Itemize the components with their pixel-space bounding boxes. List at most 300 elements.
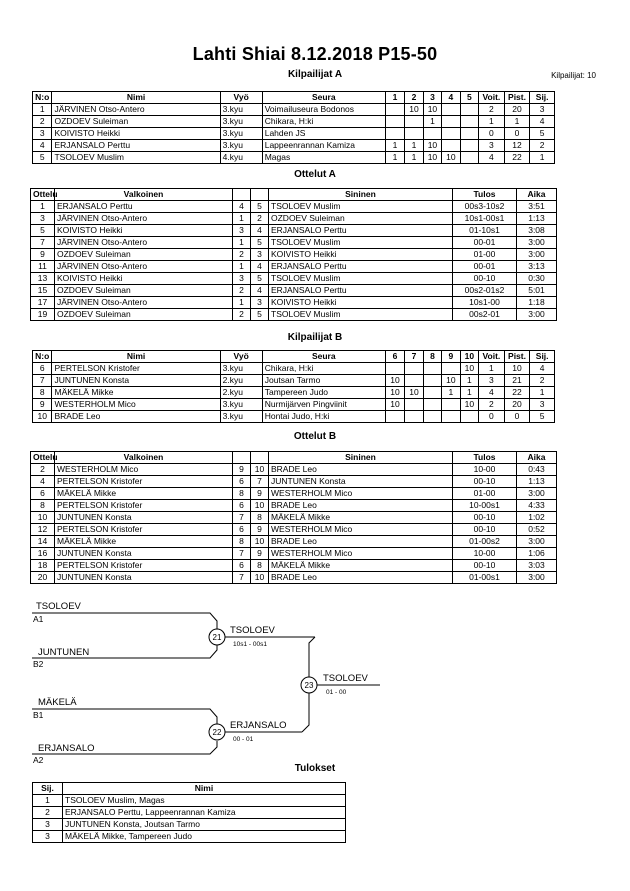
table-cell: 16 [31,548,55,560]
table-row [33,819,346,831]
table-cell: 10 [423,104,441,116]
table-cell: 12 [31,524,55,536]
table-cell: 00-01 [453,237,517,249]
table-cell: 0:43 [517,464,557,476]
table-cell: 0:30 [517,273,557,285]
table-cell [442,140,460,152]
table-cell: 4 [251,225,269,237]
table-cell: JÄRVINEN Otso-Antero [52,104,220,116]
table-cell: 2 [251,213,269,225]
table-cell: 3.kyu [220,411,262,423]
table-cell [460,152,478,164]
table-cell: 20 [31,572,55,584]
table-cell [385,363,404,375]
column-header: Vyö [220,351,262,363]
table-cell: 3 [33,819,63,831]
table-cell: Chikara, H:ki [262,363,385,375]
table-cell: 3:00 [517,488,557,500]
table-cell: 10s1-00 [453,297,517,309]
column-header: Seura [262,92,385,104]
table-cell: 3 [233,273,251,285]
table-header-row [31,452,557,464]
table-cell: TSOLOEV Muslim [269,237,453,249]
table-cell: TSOLOEV Muslim [269,309,453,321]
table-cell: BRADE Leo [52,411,220,423]
table-cell: 10-00 [453,548,517,560]
table-cell: JUNTUNEN Konsta [55,548,233,560]
table-cell: 7 [233,512,251,524]
column-header: 3 [423,92,441,104]
table-cell: 18 [31,560,55,572]
table-cell: TSOLOEV Muslim [269,273,453,285]
table-cell: 10 [251,500,269,512]
table-cell: 00-10 [453,524,517,536]
table-row [31,572,557,584]
table-cell [442,363,460,375]
table-cell: 4:33 [517,500,557,512]
table-cell: 5 [33,152,52,164]
column-header [233,452,251,464]
table-cell: KOIVISTO Heikki [55,225,233,237]
table-row [31,464,557,476]
table-cell [385,128,404,140]
table-cell: 1 [233,213,251,225]
table-cell: Tampereen Judo [262,387,385,399]
table-header-row [31,189,557,201]
table-cell: 10 [504,363,530,375]
semi1-top-name: TSOLOEV [36,601,81,612]
column-header: Ottelu [31,452,55,464]
table-cell: 10 [423,140,441,152]
table-row [31,548,557,560]
table-cell: 1 [504,116,530,128]
semi2-bottom-name: ERJANSALO [38,743,95,754]
semi2-top-seed: B1 [33,710,44,720]
table-cell: 7 [233,548,251,560]
table-cell: OZDOEV Suleiman [55,309,233,321]
table-cell [385,116,404,128]
table-cell [423,399,441,411]
table-cell: 6 [233,500,251,512]
column-header: Sininen [269,452,453,464]
table-cell: 3.kyu [220,363,262,375]
table-cell: 1:18 [517,297,557,309]
matches-b-heading: Ottelut B [293,431,337,442]
table-row [31,309,557,321]
column-header: Tulos [453,452,517,464]
table-cell: 3:00 [517,536,557,548]
table-cell: 5 [530,128,555,140]
table-cell: WESTERHOLM Mico [269,524,453,536]
table-cell: 00-10 [453,476,517,488]
table-cell: 3:00 [517,309,557,321]
table-cell: MÄKELÄ Mikke [55,536,233,548]
table-cell: 13 [31,273,55,285]
table-cell: OZDOEV Suleiman [55,285,233,297]
table-cell: 6 [233,524,251,536]
table-row [31,201,557,213]
table-cell: 1:02 [517,512,557,524]
column-header: 2 [405,92,423,104]
table-cell: 3 [530,104,555,116]
column-header [251,452,269,464]
table-row [33,795,346,807]
table-cell: 6 [233,560,251,572]
table-row [33,363,555,375]
table-cell: 3 [479,140,505,152]
column-header: Nimi [52,351,220,363]
table-cell [460,104,478,116]
table-cell: 3 [33,831,63,843]
table-cell: 3:08 [517,225,557,237]
table-cell: 10 [251,536,269,548]
table-cell: WESTERHOLM Mico [52,399,220,411]
table-cell: 9 [251,488,269,500]
table-cell [423,411,441,423]
table-cell: 1 [33,104,52,116]
table-cell: 10 [385,375,404,387]
table-cell: 15 [31,285,55,297]
table-cell: 5 [251,309,269,321]
results-table [32,782,346,843]
table-cell [405,116,423,128]
table-cell: 1 [33,795,63,807]
column-header: Tulos [453,189,517,201]
table-cell: TSOLOEV Muslim [52,152,220,164]
table-row [31,536,557,548]
column-header: Valkoinen [55,189,233,201]
table-cell: BRADE Leo [269,536,453,548]
table-cell: 2 [530,140,555,152]
table-cell: 00-01 [453,261,517,273]
table-row [33,104,555,116]
table-cell: WESTERHOLM Mico [269,548,453,560]
table-cell: 01-00 [453,488,517,500]
table-row [31,476,557,488]
table-cell: ERJANSALO Perttu [269,261,453,273]
table-row [31,273,557,285]
table-row [31,560,557,572]
semi1-top-seed: A1 [33,614,44,624]
table-cell: 3.kyu [220,399,262,411]
column-header: Valkoinen [55,452,233,464]
table-cell: 10 [442,375,460,387]
table-cell: 3 [251,297,269,309]
column-header: 4 [442,92,460,104]
table-cell: 7 [31,237,55,249]
table-row [31,285,557,297]
column-header: Aika [517,189,557,201]
table-cell: PERTELSON Kristofer [55,500,233,512]
table-cell: ERJANSALO Perttu, Lappeenrannan Kamiza [63,807,346,819]
table-row [33,807,346,819]
table-cell [460,411,478,423]
table-cell: 3 [33,128,52,140]
table-cell: JÄRVINEN Otso-Antero [55,261,233,273]
table-cell: 10 [385,399,404,411]
table-cell [442,399,460,411]
table-cell: 7 [233,572,251,584]
matches-b-table [30,451,557,584]
table-row [31,297,557,309]
table-cell: ERJANSALO Perttu [269,225,453,237]
table-cell [442,104,460,116]
table-cell: 1 [233,237,251,249]
table-row [33,387,555,399]
table-cell: 8 [33,387,52,399]
table-row [31,261,557,273]
match-21-number: 21 [212,633,222,642]
table-cell: OZDOEV Suleiman [55,249,233,261]
table-cell [385,104,404,116]
table-cell: 10 [251,572,269,584]
table-cell: KOIVISTO Heikki [269,297,453,309]
table-cell: 1:13 [517,476,557,488]
table-cell: WESTERHOLM Mico [269,488,453,500]
table-cell: 10-00s1 [453,500,517,512]
group-b-table [32,350,555,423]
semi1-winner: TSOLOEV [230,625,275,636]
column-header: 7 [405,351,423,363]
table-cell: 1 [31,201,55,213]
table-cell: 4 [251,261,269,273]
competitor-count: Kilpailijat: 10 [551,71,596,80]
group-a-table [32,91,555,164]
table-cell [423,387,441,399]
table-cell: 00s2-01 [453,309,517,321]
table-cell: 1 [423,116,441,128]
table-cell [405,128,423,140]
table-cell: 01-10s1 [453,225,517,237]
table-cell: 1 [385,140,404,152]
table-cell: 6 [33,363,52,375]
table-cell: 22 [504,152,530,164]
table-cell: PERTELSON Kristofer [52,363,220,375]
column-header: Pist. [504,351,530,363]
table-cell: JUNTUNEN Konsta [55,512,233,524]
table-cell: 4 [479,152,505,164]
table-cell: 01-00s1 [453,572,517,584]
table-cell: MÄKELÄ Mikke, Tampereen Judo [63,831,346,843]
table-row [33,140,555,152]
table-row [33,831,346,843]
table-cell: 10 [33,411,52,423]
table-cell: 10-00 [453,464,517,476]
table-cell [405,411,423,423]
table-cell: 4 [233,201,251,213]
table-cell: 3 [233,225,251,237]
table-cell: 0:52 [517,524,557,536]
table-cell: Voimailuseura Bodonos [262,104,385,116]
table-row [33,152,555,164]
table-cell: OZDOEV Suleiman [52,116,220,128]
table-cell: 2 [31,464,55,476]
table-cell: 10 [405,104,423,116]
table-cell: 1 [405,152,423,164]
table-cell: WESTERHOLM Mico [55,464,233,476]
table-cell: 8 [251,560,269,572]
table-cell: 3 [530,399,555,411]
table-cell: 0 [504,411,530,423]
table-cell: 10 [385,387,404,399]
column-header: Pist. [504,92,530,104]
page-title: Lahti Shiai 8.12.2018 P15-50 [192,44,438,64]
table-row [33,399,555,411]
table-row [31,213,557,225]
table-cell: 00s3-10s2 [453,201,517,213]
table-cell: 10 [251,464,269,476]
table-cell: JUNTUNEN Konsta [55,572,233,584]
column-header: Aika [517,452,557,464]
matches-a-table [30,188,557,321]
results-heading: Tulokset [294,763,336,774]
table-cell [385,411,404,423]
table-cell: 3:00 [517,237,557,249]
table-cell: 3.kyu [220,128,262,140]
table-cell: 2 [233,285,251,297]
table-cell: BRADE Leo [269,500,453,512]
semi1-bottom-seed: B2 [33,659,44,669]
table-cell: 01-00 [453,249,517,261]
table-cell: MÄKELÄ Mikke [52,387,220,399]
table-cell: BRADE Leo [269,572,453,584]
table-cell: 5 [530,411,555,423]
table-cell: KOIVISTO Heikki [269,249,453,261]
column-header: 1 [385,92,404,104]
table-cell: 10 [31,512,55,524]
table-cell [423,363,441,375]
table-cell: JUNTUNEN Konsta [52,375,220,387]
table-cell: 10 [460,363,478,375]
table-cell: 8 [251,512,269,524]
table-cell [460,140,478,152]
table-cell: 9 [31,249,55,261]
table-cell: 9 [251,524,269,536]
table-cell [423,128,441,140]
table-cell: 10 [460,399,478,411]
table-cell: JÄRVINEN Otso-Antero [55,213,233,225]
match-23-number: 23 [304,681,314,690]
semi2-winner: ERJANSALO [230,720,287,731]
table-cell: 2 [530,375,555,387]
table-cell: 00-10 [453,512,517,524]
table-cell: MÄKELÄ Mikke [55,488,233,500]
table-cell [460,128,478,140]
table-cell: 3.kyu [220,104,262,116]
table-row [33,116,555,128]
group-a-heading: Kilpailijat A [287,69,343,80]
column-header: Nimi [63,783,346,795]
table-cell: 19 [31,309,55,321]
table-cell [442,128,460,140]
table-cell: 20 [504,104,530,116]
table-cell: 12 [504,140,530,152]
table-cell: 2 [233,249,251,261]
table-cell: 2 [233,309,251,321]
table-cell: 5 [251,201,269,213]
table-cell: PERTELSON Kristofer [55,476,233,488]
table-cell: 2.kyu [220,387,262,399]
match-22-number: 22 [212,728,222,737]
table-row [33,375,555,387]
table-cell: 3:03 [517,560,557,572]
table-cell: ERJANSALO Perttu [52,140,220,152]
table-cell: Hontai Judo, H:ki [262,411,385,423]
table-cell: Magas [262,152,385,164]
table-row [31,524,557,536]
matches-a-heading: Ottelut A [294,169,336,180]
final-score: 01 - 00 [326,689,347,696]
table-cell: 5 [251,273,269,285]
table-cell: 1 [385,152,404,164]
table-cell: TSOLOEV Muslim, Magas [63,795,346,807]
table-cell: Chikara, H:ki [262,116,385,128]
table-cell: 5 [31,225,55,237]
table-cell: 1 [479,116,505,128]
table-cell: 4 [251,285,269,297]
table-cell: Joutsan Tarmo [262,375,385,387]
table-cell [405,363,423,375]
table-cell: 1 [460,387,478,399]
table-cell: JÄRVINEN Otso-Antero [55,297,233,309]
table-cell: JÄRVINEN Otso-Antero [55,237,233,249]
column-header: Nimi [52,92,220,104]
table-cell: 2.kyu [220,375,262,387]
elimination-bracket [0,595,630,770]
column-header: Seura [262,351,385,363]
table-cell: 0 [504,128,530,140]
table-cell: 1 [233,261,251,273]
table-row [31,237,557,249]
table-cell: 3:00 [517,572,557,584]
column-header [233,189,251,201]
table-cell: 2 [479,399,505,411]
table-cell: 00s2-01s2 [453,285,517,297]
table-header-row [33,92,555,104]
table-cell: 20 [504,399,530,411]
table-cell: 00-10 [453,560,517,572]
table-cell: 21 [504,375,530,387]
table-cell: 3.kyu [220,140,262,152]
column-header: Sij. [33,783,63,795]
table-cell [442,116,460,128]
column-header: 5 [460,92,478,104]
table-cell [423,375,441,387]
column-header: 8 [423,351,441,363]
table-cell: 4 [31,476,55,488]
table-cell: 4 [530,363,555,375]
table-cell: 0 [479,411,505,423]
column-header: 6 [385,351,404,363]
table-cell: PERTELSON Kristofer [55,560,233,572]
column-header: 10 [460,351,478,363]
table-cell: OZDOEV Suleiman [269,213,453,225]
table-row [33,128,555,140]
table-cell: 10s1-00s1 [453,213,517,225]
table-cell: Nurmijärven Pingviinit [262,399,385,411]
column-header: Ottelu [31,189,55,201]
table-cell: 2 [479,104,505,116]
table-cell: 6 [233,476,251,488]
table-cell: 4 [530,116,555,128]
table-cell: MÄKELÄ Mikke [269,512,453,524]
table-cell [405,399,423,411]
table-header-row [33,783,346,795]
table-header-row [33,351,555,363]
table-cell: 5 [251,237,269,249]
table-cell: BRADE Leo [269,464,453,476]
table-cell: 1 [530,152,555,164]
